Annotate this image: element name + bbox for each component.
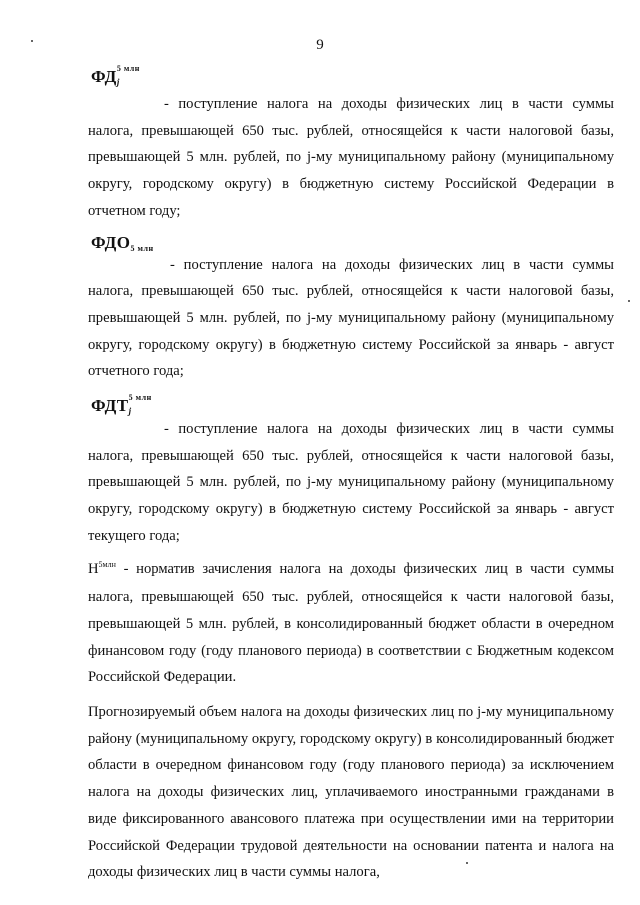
definition-fdt-rest: налога, превышающей 650 тыс. рублей, относящейся к части налоговой базы, превышающей 5 млн. рублей, по j-му муниципальному району (муниципальному округу, городскому округу) в бюджетную систему Российской за январь - август текущего года; [88, 447, 614, 544]
definition-fd-first-line: - поступление налога на доходы физических лиц в части суммы [164, 96, 614, 112]
definition-fdt-first-line: - поступление налога на доходы физических лиц в части суммы [164, 421, 614, 438]
scan-speck [628, 300, 630, 302]
definition-fdo-text [88, 252, 614, 386]
term-fd-base: ФД [91, 67, 117, 86]
scan-speck [31, 40, 33, 42]
term-fdt-sub: j [128, 406, 132, 417]
forecast-paragraph-body: Прогнозируемый объем налога на доходы физических лиц по j-му муниципальному району (муниципальному округу, городскому округу) в консолидированный бюджет области в очередном финансовом году (году планового периода) за исключением налога на доходы физических лиц, уплачиваемого иностранными гражданами в виде фиксированного авансового платежа при осуществлении ими на территории Российской Федерации трудовой деятельности на основании патента и налога на доходы физических лиц в части суммы налога, [88, 704, 614, 881]
definition-fdt [88, 395, 614, 550]
forecast-paragraph [88, 699, 614, 886]
term-fdo-sub: 5 млн [130, 243, 154, 253]
term-fd-sub: j [116, 77, 120, 87]
definition-n-text [88, 556, 614, 692]
definition-fdt-text [88, 416, 614, 550]
definition-fdo-rest: налога, превышающей 650 тыс. рублей, относящейся к части налоговой базы, превышающей 5 млн. рублей, по j-му муниципальному району (муниципальному округу, городскому округу) в бюджетную систему Российской за январь - август отчетного года; [88, 283, 614, 380]
term-n-sup: 5млн [98, 559, 116, 569]
term-n-base: Н [88, 560, 99, 577]
term-fd-sup: 5 млн [116, 64, 140, 73]
term-fdo-base: ФДО [91, 232, 131, 252]
definition-n [88, 556, 614, 692]
forecast-paragraph-text [88, 699, 614, 886]
definition-fd-text [88, 91, 614, 225]
term-fd [91, 66, 614, 87]
term-fdt-base: ФДТ [91, 396, 129, 416]
page-number: 9 [316, 37, 324, 53]
document-body [88, 66, 614, 890]
term-fdt-sup: 5 млн [128, 393, 152, 403]
definition-fdo-first-line: - поступление налога на доходы физических лиц в части суммы [170, 256, 614, 273]
definition-n-body: - норматив зачисления налога на доходы физических лиц в части суммы налога, превышающей 650 тыс. рублей, относящейся к части налоговой базы, превышающей 5 млн. рублей, в консолидированный бюджет области в очередном финансовом году (году планового периода) в соответствии с Бюджетным кодексом Российской Федерации. [88, 560, 614, 686]
scan-speck [466, 862, 468, 864]
term-fdt [91, 395, 614, 416]
term-n [88, 561, 116, 577]
definition-fdo [88, 233, 614, 386]
definition-fd-rest: налога, превышающей 650 тыс. рублей, относящейся к части налоговой базы, превышающей 5 млн. рублей, по j-му муниципальному району (муниципальному округу, городскому округу) в бюджетную систему Российской Федерации в отчетном году; [88, 122, 614, 219]
definition-fd [88, 66, 614, 225]
